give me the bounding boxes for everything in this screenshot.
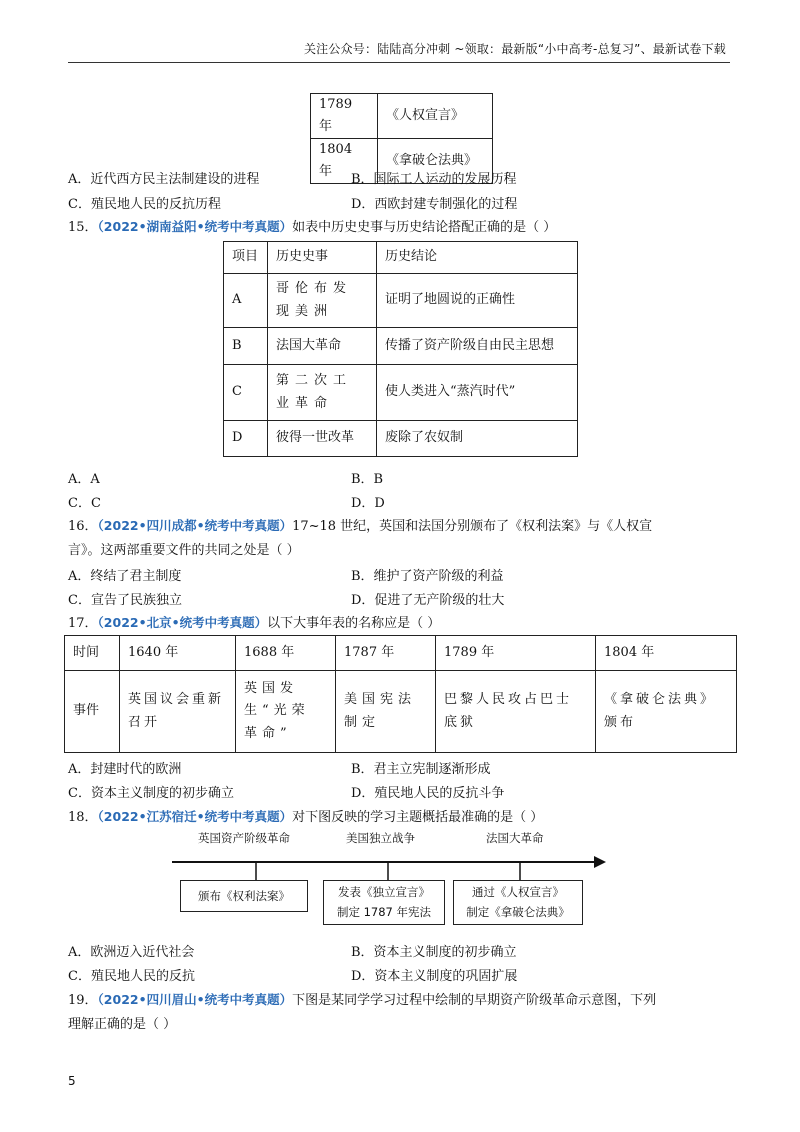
q17-year: 1688 年 [236,636,336,671]
q14-cell: 1804 年 [311,139,378,184]
q19-source: （2022•四川眉山•统考中考真题） [97,992,293,1007]
q14-option-b[interactable]: B．国际工人运动的发展历程 [351,172,517,187]
q15-number: 15． [68,220,98,235]
q16-option-c[interactable]: C．宣告了民族独立 [68,593,182,608]
q14-cell: 《拿破仑法典》 [378,139,493,184]
q16-option-d[interactable]: D．促进了无产阶级的壮大 [351,593,505,608]
q17-year: 1640 年 [120,636,236,671]
q17-option-a[interactable]: A．封建时代的欧洲 [68,762,182,777]
q17-stem: 以下大事年表的名称应是（ ） [267,616,441,631]
page-header: 关注公众号：陆陆高分冲刺 ~领取：最新版“小中高考-总复习”、最新试卷下载 [303,42,726,56]
timeline-box-american [323,880,445,925]
q18-option-c[interactable]: C．殖民地人民的反抗 [68,969,195,984]
timeline-box-text: 通过《人权宣言》 [472,885,564,899]
q14-option-d[interactable]: D．西欧封建专制强化的过程 [351,197,518,212]
q17-option-b[interactable]: B．君主立宪制逐渐形成 [351,762,491,777]
q17-event: 美国宪法制定 [336,671,436,753]
q17-year: 1789 年 [436,636,596,671]
q18-timeline-figure [170,826,610,936]
q17-event: 巴黎人民攻占巴士底狱 [436,671,596,753]
q18-option-b[interactable]: B．资本主义制度的初步确立 [351,945,517,960]
q16-source: （2022•四川成都•统考中考真题） [97,518,293,533]
q16-stem-line1: 17~18 世纪，英国和法国分别颁布了《权利法案》与《人权宣 [292,519,653,534]
q17-event: 英国议会重新召开 [120,671,236,753]
q18-source: （2022•江苏宿迁•统考中考真题） [97,809,293,824]
q15-header-conclusion: 历史结论 [377,242,578,274]
timeline-box-text: 制定《拿破仑法典》 [466,905,570,919]
q18-option-d[interactable]: D．资本主义制度的巩固扩展 [351,969,518,984]
q15-header-event: 历史史事 [268,242,377,274]
q15-cell: 法国大革命 [268,328,377,365]
q15-header-item: 项目 [224,242,268,274]
q17-event: 英国发生“光荣革命” [236,671,336,753]
timeline-label-english-revolution: 英国资产阶级革命 [198,831,290,845]
q17-year: 1787 年 [336,636,436,671]
q17-option-d[interactable]: D．殖民地人民的反抗斗争 [351,786,505,801]
timeline-box-text: 制定 1787 年宪法 [336,905,432,919]
q19-question [68,989,656,1008]
q14-option-c[interactable]: C．殖民地人民的反抗历程 [68,197,221,212]
q18-option-a[interactable]: A．欧洲迈入近代社会 [68,945,195,960]
timeline-label-french-revolution: 法国大革命 [486,831,544,845]
q15-source: （2022•湖南益阳•统考中考真题） [97,219,293,234]
q17-number: 17． [68,616,98,631]
q15-question [68,216,556,235]
q17-time-label: 时间 [65,636,120,671]
q15-cell: B [224,328,268,365]
q15-cell: D [224,421,268,457]
timeline-box-french [453,880,583,925]
q15-table [223,241,578,457]
q15-option-c[interactable]: C．C [68,496,101,511]
q17-question [68,612,440,631]
q18-question [68,806,543,825]
q15-cell: 哥伦布发现美洲 [268,274,377,328]
q15-cell: 第二次工业革命 [268,365,377,421]
q14-cell: 1789 年 [311,94,378,139]
q15-cell: C [224,365,268,421]
q15-cell: 废除了农奴制 [377,421,578,457]
timeline-box-english [180,880,308,912]
q15-cell: 彼得一世改革 [268,421,377,457]
q16-option-a[interactable]: A．终结了君主制度 [68,569,182,584]
q16-question [68,515,652,534]
q18-number: 18． [68,810,98,825]
q16-option-b[interactable]: B．维护了资产阶级的利益 [351,569,504,584]
q17-year: 1804 年 [596,636,737,671]
q15-option-d[interactable]: D．D [351,496,385,511]
timeline-box-text: 发表《独立宣言》 [338,885,430,899]
q17-event-label: 事件 [65,671,120,753]
q15-cell: A [224,274,268,328]
q17-event: 《拿破仑法典》颁布 [596,671,737,753]
q16-number: 16． [68,519,98,534]
q17-source: （2022•北京•统考中考真题） [97,615,268,630]
q15-option-a[interactable]: A．A [68,472,100,487]
q19-number: 19． [68,993,98,1008]
q19-stem-line2: 理解正确的是（ ） [68,1017,177,1032]
q15-option-b[interactable]: B．B [351,472,384,487]
page-number: 5 [68,1074,76,1088]
header-divider [68,62,730,63]
q16-stem-line2: 言》。这两部重要文件的共同之处是（ ） [68,543,300,558]
q18-stem: 对下图反映的学习主题概括最准确的是（ ） [292,810,544,825]
q19-stem-line1: 下图是某同学学习过程中绘制的早期资产阶级革命示意图，下列 [292,993,657,1008]
q15-cell: 证明了地圆说的正确性 [377,274,578,328]
q15-cell: 传播了资产阶级自由民主思想 [377,328,578,365]
timeline-box-text: 颁布《权利法案》 [198,889,290,903]
q15-stem: 如表中历史史事与历史结论搭配正确的是（ ） [292,220,557,235]
q14-option-a[interactable]: A．近代西方民主法制建设的进程 [68,172,260,187]
q17-table [64,635,737,753]
timeline-label-american-war: 美国独立战争 [346,831,415,845]
q17-option-c[interactable]: C．资本主义制度的初步确立 [68,786,234,801]
q15-cell: 使人类进入“蒸汽时代” [377,365,578,421]
q14-cell: 《人权宣言》 [378,94,493,139]
